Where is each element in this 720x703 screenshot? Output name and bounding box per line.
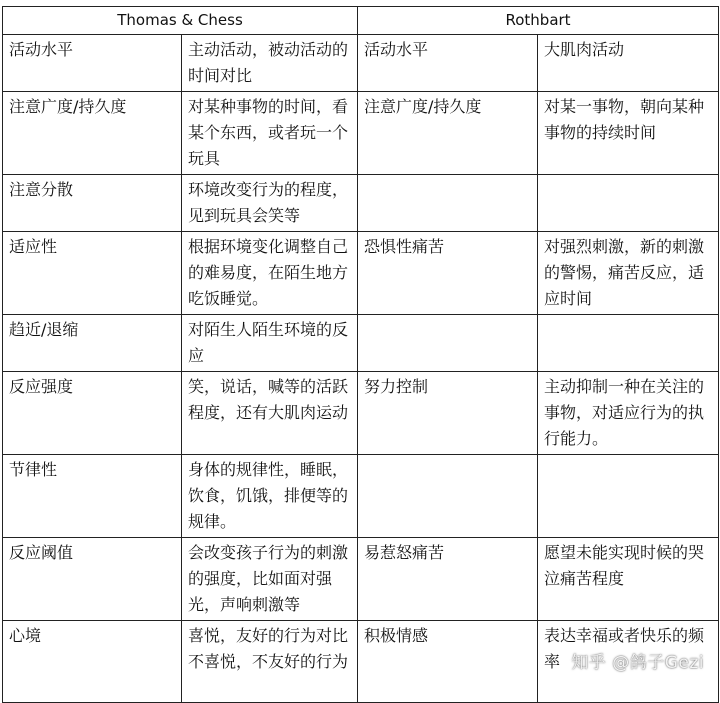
rb-dimension-cell: 恐惧性痛苦 [358, 232, 538, 315]
rb-dimension-cell: 易惹怒痛苦 [358, 538, 538, 621]
tc-dimension-cell: 活动水平 [3, 35, 182, 92]
tc-dimension-cell: 反应强度 [3, 372, 182, 455]
zhihu-watermark: 知乎 @鸽子Gezi [571, 653, 704, 673]
rb-description-cell: 表达幸福或者快乐的频率 [538, 621, 719, 703]
table-row [3, 455, 719, 538]
rb-description-cell: 主动抑制一种在关注的事物，对适应行为的执行能力。 [538, 372, 719, 455]
table-row [3, 315, 719, 372]
tc-description-cell: 主动活动，被动活动的时间对比 [182, 35, 358, 92]
rb-dimension-cell: 活动水平 [358, 35, 538, 92]
tc-dimension-cell: 注意分散 [3, 175, 182, 232]
tc-dimension-cell: 趋近/退缩 [3, 315, 182, 372]
temperament-comparison-table [2, 6, 719, 703]
tc-description-cell: 环境改变行为的程度，见到玩具会笑等 [182, 175, 358, 232]
rb-description-cell: 大肌肉活动 [538, 35, 719, 92]
tc-description-cell: 根据环境变化调整自己的难易度，在陌生地方吃饭睡觉。 [182, 232, 358, 315]
rb-description-cell [538, 175, 719, 232]
table-row [3, 232, 719, 315]
tc-dimension-cell: 节律性 [3, 455, 182, 538]
table-row [3, 538, 719, 621]
rb-dimension-cell: 注意广度/持久度 [358, 92, 538, 175]
rb-dimension-cell [358, 175, 538, 232]
tc-description-cell: 对某种事物的时间，看某个东西，或者玩一个玩具 [182, 92, 358, 175]
tc-description-cell: 身体的规律性，睡眠，饮食，饥饿，排便等的规律。 [182, 455, 358, 538]
tc-description-cell: 对陌生人陌生环境的反应 [182, 315, 358, 372]
tc-dimension-cell: 适应性 [3, 232, 182, 315]
header-rothbart: Rothbart [358, 7, 719, 35]
tc-dimension-cell: 心境 [3, 621, 182, 703]
rb-description-cell [538, 455, 719, 538]
table-row [3, 35, 719, 92]
rb-description-cell: 对强烈刺激，新的刺激的警惕，痛苦反应，适应时间 [538, 232, 719, 315]
rb-description-cell: 对某一事物，朝向某种事物的持续时间 [538, 92, 719, 175]
rb-dimension-cell [358, 455, 538, 538]
tc-dimension-cell: 反应阈值 [3, 538, 182, 621]
rb-dimension-cell: 积极情感 [358, 621, 538, 703]
header-thomas-chess: Thomas & Chess [3, 7, 358, 35]
table-row [3, 175, 719, 232]
rb-description-cell: 愿望未能实现时候的哭泣痛苦程度 [538, 538, 719, 621]
rb-description-cell [538, 315, 719, 372]
rb-dimension-cell [358, 315, 538, 372]
rb-dimension-cell: 努力控制 [358, 372, 538, 455]
table-header-row [3, 7, 719, 35]
table-row [3, 372, 719, 455]
tc-dimension-cell: 注意广度/持久度 [3, 92, 182, 175]
tc-description-cell: 会改变孩子行为的刺激的强度，比如面对强光，声响刺激等 [182, 538, 358, 621]
tc-description-cell: 喜悦，友好的行为对比不喜悦，不友好的行为 [182, 621, 358, 703]
tc-description-cell: 笑，说话，喊等的活跃程度，还有大肌肉运动 [182, 372, 358, 455]
table-row [3, 92, 719, 175]
table-row [3, 621, 719, 703]
